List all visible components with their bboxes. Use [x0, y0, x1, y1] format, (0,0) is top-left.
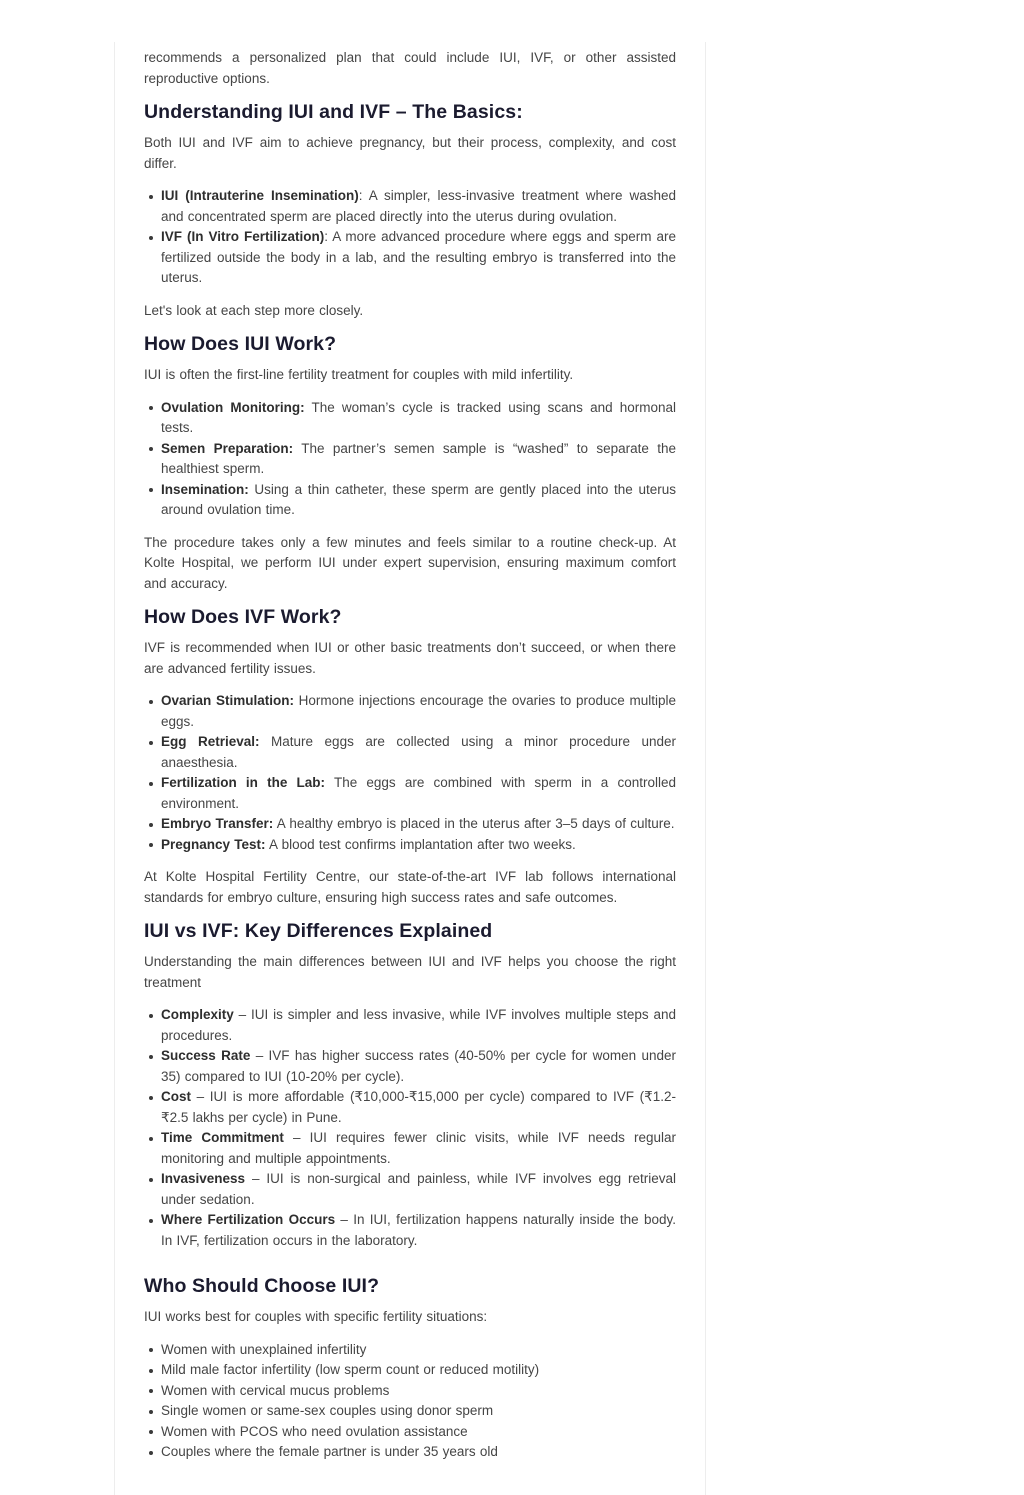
list-item-lead: Cost	[161, 1089, 191, 1104]
list-item-text: – IUI requires fewer clinic visits, while IVF needs regular monitoring and multiple appointments.	[161, 1130, 676, 1166]
list-item-lead: Success Rate	[161, 1048, 251, 1063]
list-item	[144, 1087, 676, 1128]
heading-understanding-basics: Understanding IUI and IVF – The Basics:	[144, 101, 523, 123]
ivf-outro-paragraph: At Kolte Hospital Fertility Centre, our state-of-the-art IVF lab follows international standards for embryo culture, ensuring high success rates and safe outcomes.	[144, 869, 676, 905]
list-item	[144, 835, 676, 856]
ivf-steps-list	[144, 691, 676, 855]
intro-paragraph: recommends a personalized plan that could include IUI, IVF, or other assisted reproductive options.	[144, 50, 676, 86]
list-item	[144, 773, 676, 814]
list-item	[144, 439, 676, 480]
basics-bullet-list	[144, 186, 676, 289]
list-item-lead: Insemination:	[161, 481, 249, 497]
list-item-lead: Semen Preparation:	[161, 440, 294, 456]
iui-outro-paragraph: The procedure takes only a few minutes and feels similar to a routine check-up. At Kolte Hospital, we perform IUI under expert supervision, ensuring maximum comfort and accuracy.	[144, 534, 676, 591]
heading-key-differences: IUI vs IVF: Key Differences Explained	[144, 920, 493, 942]
list-item	[144, 814, 676, 835]
heading-who-should-choose-iui: Who Should Choose IUI?	[144, 1275, 380, 1297]
list-item	[144, 732, 676, 773]
list-item-lead: Embryo Transfer:	[161, 816, 274, 831]
ivf-lede-paragraph: IVF is recommended when IUI or other basic treatments don’t succeed, or when there are advanced fertility issues.	[144, 640, 676, 676]
list-item	[144, 186, 676, 227]
list-item-text: – IUI is simpler and less invasive, while IVF involves multiple steps and procedures.	[161, 1007, 676, 1043]
list-item-text: A healthy embryo is placed in the uterus after 3–5 days of culture.	[273, 816, 675, 831]
who-lede-paragraph: IUI works best for couples with specific fertility situations:	[144, 1309, 488, 1324]
list-item-text: Hormone injections encourage the ovaries to produce multiple eggs.	[161, 693, 676, 729]
list-item-text: – IVF has higher success rates (40-50% per cycle for women under 35) compared to IUI (10-20% per cycle).	[161, 1048, 677, 1084]
heading-how-does-ivf-work: How Does IVF Work?	[144, 606, 342, 628]
list-item: Mild male factor infertility (low sperm count or reduced motility)	[144, 1360, 676, 1381]
list-item-lead: Ovarian Stimulation:	[161, 693, 294, 708]
list-item	[144, 398, 676, 439]
list-item-text: Using a thin catheter, these sperm are gently placed into the uterus around ovulation time.	[161, 481, 676, 517]
list-item-lead: Pregnancy Test:	[161, 836, 266, 852]
list-item	[144, 227, 676, 289]
list-item	[144, 1005, 676, 1046]
list-item	[144, 480, 676, 521]
list-item-text: : A simpler, less-invasive treatment where washed and concentrated sperm are placed directly into the uterus during ovulation.	[161, 188, 676, 224]
list-item: Couples where the female partner is under 35 years old	[144, 1442, 676, 1463]
basics-outro-paragraph: Let's look at each step more closely.	[144, 302, 364, 318]
list-item	[144, 1169, 676, 1210]
list-item: Women with cervical mucus problems	[144, 1381, 676, 1402]
differences-list	[144, 1005, 676, 1251]
list-item: Women with PCOS who need ovulation assistance	[144, 1422, 676, 1443]
list-item-lead: Invasiveness	[161, 1171, 246, 1186]
list-item-lead: Where Fertilization Occurs	[161, 1212, 336, 1227]
list-item-text: The partner’s semen sample is “washed” to separate the healthiest sperm.	[161, 440, 676, 476]
list-item-text: The woman’s cycle is tracked using scans and hormonal tests.	[161, 399, 677, 435]
list-item-text: – In IUI, fertilization happens naturally inside the body. In IVF, fertilization occurs in the laboratory.	[161, 1212, 676, 1248]
list-item: Single women or same-sex couples using donor sperm	[144, 1401, 676, 1422]
list-item-lead: IUI (Intrauterine Insemination)	[161, 188, 359, 203]
list-item-text: – IUI is more affordable (₹10,000-₹15,000 per cycle) compared to IVF (₹1.2-₹2.5 lakhs per cycle) in Pune.	[161, 1089, 676, 1125]
list-item-text: – IUI is non-surgical and painless, while IVF involves egg retrieval under sedation.	[161, 1171, 676, 1207]
list-item	[144, 1210, 676, 1251]
basics-lede-paragraph: Both IUI and IVF aim to achieve pregnancy, but their process, complexity, and cost differ.	[144, 135, 676, 171]
list-item-text: The eggs are combined with sperm in a controlled environment.	[161, 775, 677, 811]
who-candidates-list	[144, 1340, 676, 1463]
iui-steps-list	[144, 398, 676, 521]
list-item-lead: Ovulation Monitoring:	[161, 399, 305, 415]
list-item-lead: Egg Retrieval:	[161, 734, 260, 749]
article-card	[114, 42, 706, 1495]
list-item	[144, 691, 676, 732]
differences-lede-paragraph: Understanding the main differences between IUI and IVF helps you choose the right treatment	[144, 954, 676, 990]
list-item-text: : A more advanced procedure where eggs and sperm are fertilized outside the body in a lab, and the resulting embryo is transferred into the uterus.	[161, 229, 676, 285]
list-item	[144, 1128, 676, 1169]
list-item-lead: IVF (In Vitro Fertilization)	[161, 229, 325, 244]
list-item-lead: Fertilization in the Lab:	[161, 775, 326, 790]
heading-how-does-iui-work: How Does IUI Work?	[144, 333, 337, 355]
iui-lede-paragraph: IUI is often the first-line fertility treatment for couples with mild infertility.	[144, 367, 574, 382]
list-item-lead: Complexity	[161, 1007, 234, 1022]
list-item	[144, 1046, 676, 1087]
list-item-text: Mature eggs are collected using a minor procedure under anaesthesia.	[161, 734, 676, 770]
list-item: Women with unexplained infertility	[144, 1340, 676, 1361]
list-item-lead: Time Commitment	[161, 1130, 284, 1145]
list-item-text: A blood test confirms implantation after two weeks.	[265, 836, 576, 852]
